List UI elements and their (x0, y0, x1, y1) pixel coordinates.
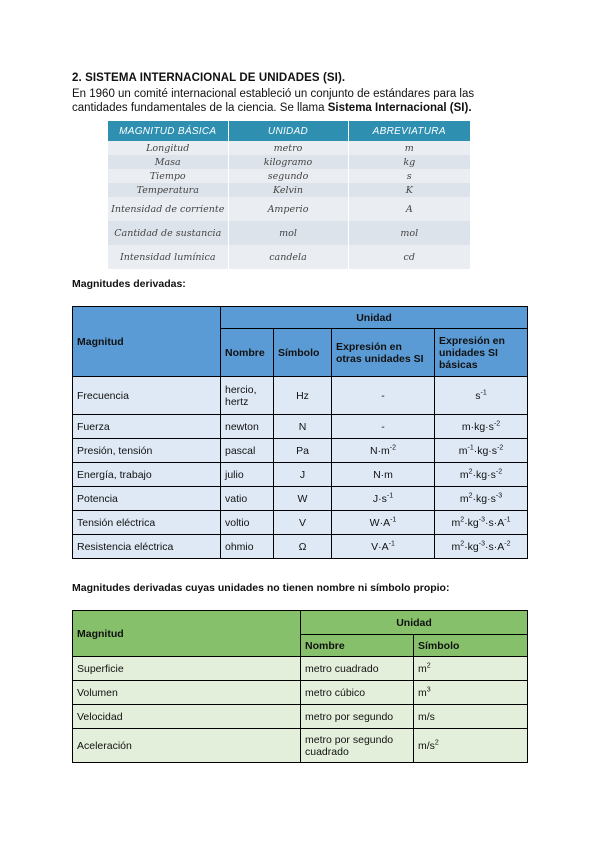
cell-magnitud: Potencia (73, 487, 221, 511)
cell: Cantidad de sustancia (108, 221, 228, 245)
cell-magnitud: Aceleración (73, 729, 301, 763)
table-row (73, 511, 528, 535)
cell-magnitud: Volumen (73, 681, 301, 705)
cell: K (348, 183, 470, 197)
table-row (73, 415, 528, 439)
cell-basicas: $s^{-1}$ (435, 377, 528, 415)
cell: candela (228, 245, 348, 269)
cell-basicas: $m^{-1}\cdot kg\cdot s^{-2}$ (435, 439, 528, 463)
cell: Kelvin (228, 183, 348, 197)
cell-otras: $N\cdot m^{-2}$ (332, 439, 435, 463)
table-row (73, 487, 528, 511)
cell-magnitud: Tensión eléctrica (73, 511, 221, 535)
table-row (108, 245, 470, 269)
cell-nombre: voltio (221, 511, 274, 535)
cell-otras: N·m (332, 463, 435, 487)
cell-magnitud: Resistencia eléctrica (73, 535, 221, 559)
cell-nombre: newton (221, 415, 274, 439)
cell: kilogramo (228, 155, 348, 169)
table-row (108, 169, 470, 183)
section-heading: 2. SISTEMA INTERNACIONAL DE UNIDADES (SI). (72, 72, 346, 84)
cell: Temperatura (108, 183, 228, 197)
si-base-table (108, 121, 470, 269)
cell-simbolo: V (274, 511, 332, 535)
cell-simbolo: Ω (274, 535, 332, 559)
cell-magnitud: Energía, trabajo (73, 463, 221, 487)
cell-magnitud: Velocidad (73, 705, 301, 729)
table-row (73, 705, 528, 729)
table-row (73, 535, 528, 559)
cell-otras: - (332, 377, 435, 415)
header-simbolo: Símbolo (414, 635, 528, 657)
cell-basicas: $m^2\cdot kg^{-3}\cdot s\cdot A^{-1}$ (435, 511, 528, 535)
table-row (73, 729, 528, 763)
header-unidad-group: Unidad (301, 611, 528, 635)
cell-simbolo: Hz (274, 377, 332, 415)
table-row (73, 439, 528, 463)
cell-simbolo: m/s (414, 705, 528, 729)
header-nombre: Nombre (301, 635, 414, 657)
cell: Intensidad de corriente (108, 197, 228, 221)
table-row (73, 681, 528, 705)
nosymbol-title: Magnitudes derivadas cuyas unidades no tienen nombre ni símbolo propio: (72, 582, 450, 594)
cell: cd (348, 245, 470, 269)
cell-simbolo: $m^3$ (414, 681, 528, 705)
cell-magnitud: Frecuencia (73, 377, 221, 415)
table-row (108, 183, 470, 197)
table-row (73, 377, 528, 415)
cell-basicas: $m^2\cdot kg\cdot s^{-3}$ (435, 487, 528, 511)
derived-header-group-row (73, 307, 528, 329)
nosymbol-header-group-row (73, 611, 528, 635)
cell-basicas: $m\cdot kg\cdot s^{-2}$ (435, 415, 528, 439)
cell-simbolo: Pa (274, 439, 332, 463)
header-magnitud-basica: MAGNITUD BÁSICA (108, 121, 228, 141)
cell: A (348, 197, 470, 221)
cell-nombre: metro cúbico (301, 681, 414, 705)
header-unidad-group: Unidad (221, 307, 528, 329)
cell: mol (228, 221, 348, 245)
cell-otras: $W\cdot A^{-1}$ (332, 511, 435, 535)
cell: Amperio (228, 197, 348, 221)
cell-magnitud: Presión, tensión (73, 439, 221, 463)
cell-magnitud: Fuerza (73, 415, 221, 439)
header-magnitud: Magnitud (73, 307, 221, 377)
table-row (108, 155, 470, 169)
cell: kg (348, 155, 470, 169)
cell-simbolo: $m/s^2$ (414, 729, 528, 763)
intro-paragraph (72, 87, 532, 115)
header-otras-unidades: Expresión en otras unidades SI (332, 329, 435, 377)
cell: metro (228, 141, 348, 155)
cell: segundo (228, 169, 348, 183)
header-unidad: UNIDAD (228, 121, 348, 141)
header-unidades-basicas: Expresión en unidades SI básicas (435, 329, 528, 377)
header-simbolo: Símbolo (274, 329, 332, 377)
cell-magnitud: Superficie (73, 657, 301, 681)
cell-nombre: pascal (221, 439, 274, 463)
table-row (108, 221, 470, 245)
si-base-header-row (108, 121, 470, 141)
cell: mol (348, 221, 470, 245)
table-row (73, 657, 528, 681)
cell-otras: $V\cdot A^{-1}$ (332, 535, 435, 559)
cell: Tiempo (108, 169, 228, 183)
cell-nombre: ohmio (221, 535, 274, 559)
cell: s (348, 169, 470, 183)
derived-units-table (72, 306, 528, 559)
cell: Masa (108, 155, 228, 169)
derived-title: Magnitudes derivadas: (72, 278, 186, 290)
intro-text: En 1960 un comité internacional estableció un conjunto de estándares para las cantidades fundamentales de la ciencia. Se llama (72, 88, 475, 114)
cell: Longitud (108, 141, 228, 155)
cell-nombre: metro cuadrado (301, 657, 414, 681)
table-row (108, 141, 470, 155)
cell-otras: $J\cdot s^{-1}$ (332, 487, 435, 511)
cell-nombre: vatio (221, 487, 274, 511)
header-abreviatura: ABREVIATURA (348, 121, 470, 141)
cell-nombre: metro por segundo (301, 705, 414, 729)
header-magnitud: Magnitud (73, 611, 301, 657)
cell: Intensidad lumínica (108, 245, 228, 269)
cell-simbolo: W (274, 487, 332, 511)
cell-nombre: hercio, hertz (221, 377, 274, 415)
table-row (73, 463, 528, 487)
cell-nombre: julio (221, 463, 274, 487)
cell-simbolo: N (274, 415, 332, 439)
cell-simbolo: J (274, 463, 332, 487)
cell-simbolo: $m^2$ (414, 657, 528, 681)
intro-bold-term: Sistema Internacional (SI). (327, 102, 472, 114)
cell-basicas: $m^2\cdot kg^{-3}\cdot s\cdot A^{-2}$ (435, 535, 528, 559)
cell: m (348, 141, 470, 155)
cell-nombre: metro por segundo cuadrado (301, 729, 414, 763)
table-row (108, 197, 470, 221)
cell-otras: - (332, 415, 435, 439)
cell-basicas: $m^2\cdot kg\cdot s^{-2}$ (435, 463, 528, 487)
nosymbol-units-table (72, 610, 528, 763)
header-nombre: Nombre (221, 329, 274, 377)
